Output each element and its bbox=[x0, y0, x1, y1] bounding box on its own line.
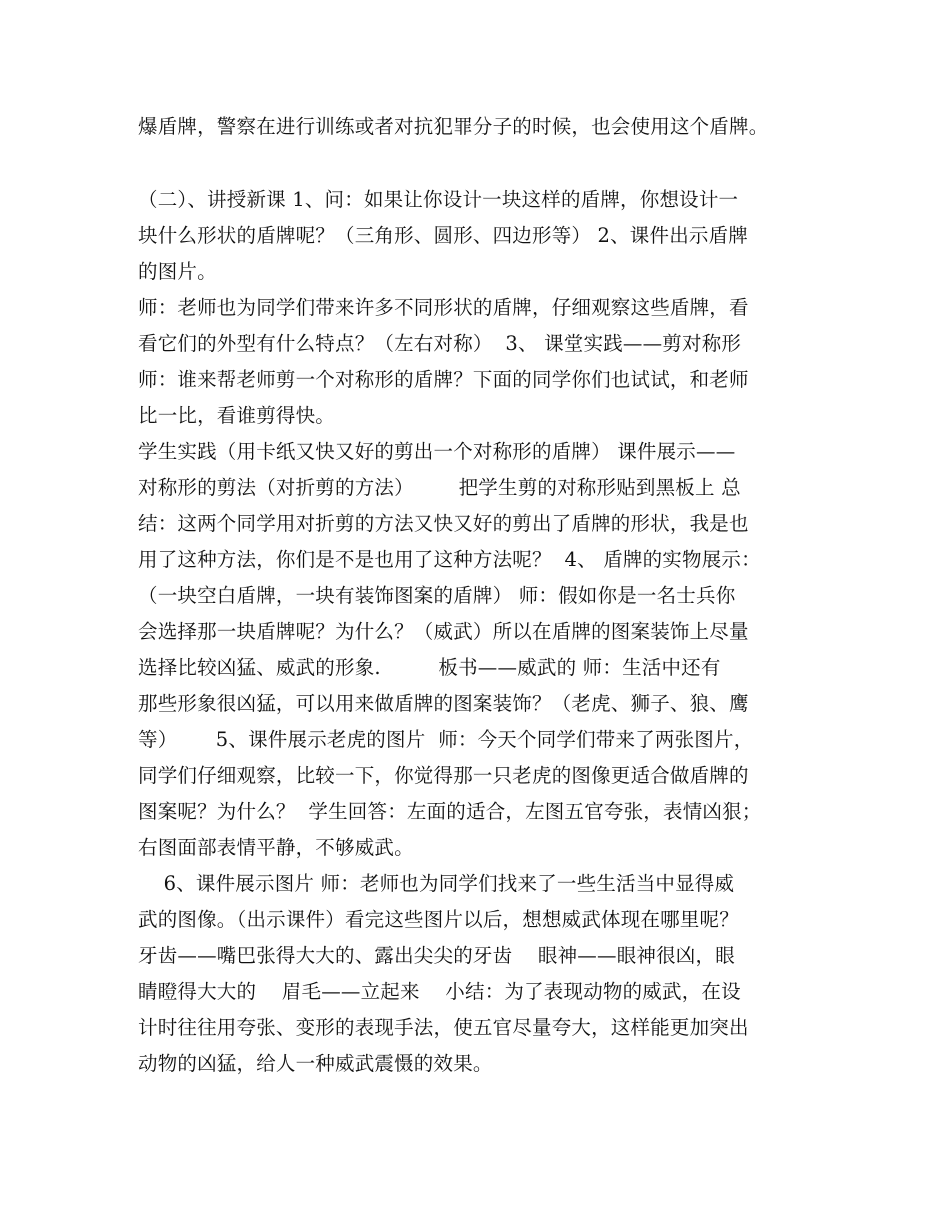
text-line: （一块空白盾牌，一块有装饰图案的盾牌） 师：假如你是一名士兵你 bbox=[138, 584, 736, 607]
text-line: 牙齿——嘴巴张得大大的、露出尖尖的牙齿 眼神——眼神很凶，眼 bbox=[138, 944, 735, 967]
text-line: 师：老师也为同学们带来许多不同形状的盾牌，仔细观察这些盾牌，看 bbox=[138, 296, 749, 319]
text-line: 动物的凶猛，给人一种威武震慑的效果。 bbox=[138, 1052, 493, 1075]
text-line: 计时往往用夸张、变形的表现手法，使五官尽量夸大，这样能更加突出 bbox=[138, 1016, 749, 1039]
text-line: 块什么形状的盾牌呢？（三角形、圆形、四边形等） 2、课件出示盾牌 bbox=[138, 224, 749, 247]
text-line: 那些形象很凶猛，可以用来做盾牌的图案装饰？（老虎、狮子、狼、鹰 bbox=[138, 692, 749, 715]
text-line: 会选择那一块盾牌呢？为什么？（威武）所以在盾牌的图案装饰上尽量 bbox=[138, 620, 749, 643]
text-line: 同学们仔细观察，比较一下，你觉得那一只老虎的图像更适合做盾牌的 bbox=[138, 764, 749, 787]
text-line: 睛瞪得大大的 眉毛——立起来 小结：为了表现动物的威武，在设 bbox=[138, 980, 741, 1003]
text-line: （二）、讲授新课 1、问：如果让你设计一块这样的盾牌，你想设计一 bbox=[138, 188, 739, 211]
text-line: 用了这种方法，你们是不是也用了这种方法呢？ 4、 盾牌的实物展示： bbox=[138, 548, 761, 571]
text-line: 结：这两个同学用对折剪的方法又快又好的剪出了盾牌的形状，我是也 bbox=[138, 512, 749, 535]
text-line: 比一比，看谁剪得快。 bbox=[138, 404, 336, 427]
text-line: 6、课件展示图片 师：老师也为同学们找来了一些生活当中显得威 bbox=[138, 872, 735, 895]
text-line: 选择比较凶猛、威武的形象. 板书——威武的 师：生活中还有 bbox=[138, 656, 721, 679]
text-line: 等） 5、课件展示老虎的图片 师：今天个同学们带来了两张图片， bbox=[138, 728, 754, 751]
text-line: 爆盾牌，警察在进行训练或者对抗犯罪分子的时候，也会使用这个盾牌。 bbox=[138, 115, 769, 138]
text-line: 对称形的剪法（对折剪的方法） 把学生剪的对称形贴到黑板上 总 bbox=[138, 476, 741, 499]
text-line: 的图片。 bbox=[138, 260, 217, 283]
text-line: 右图面部表情平静，不够威武。 bbox=[138, 836, 414, 859]
text-line: 图案呢？为什么？ 学生回答：左面的适合，左图五官夸张，表情凶狠； bbox=[138, 800, 762, 823]
text-line: 学生实践（用卡纸又快又好的剪出一个对称形的盾牌） 课件展示—— bbox=[138, 440, 736, 463]
text-line: 师：谁来帮老师剪一个对称形的盾牌？下面的同学你们也试试，和老师 bbox=[138, 368, 749, 391]
text-line: 看它们的外型有什么特点？（左右对称） 3、 课堂实践——剪对称形 bbox=[138, 332, 742, 355]
text-line: 武的图像。（出示课件）看完这些图片以后，想想威武体现在哪里呢？ bbox=[138, 908, 739, 931]
